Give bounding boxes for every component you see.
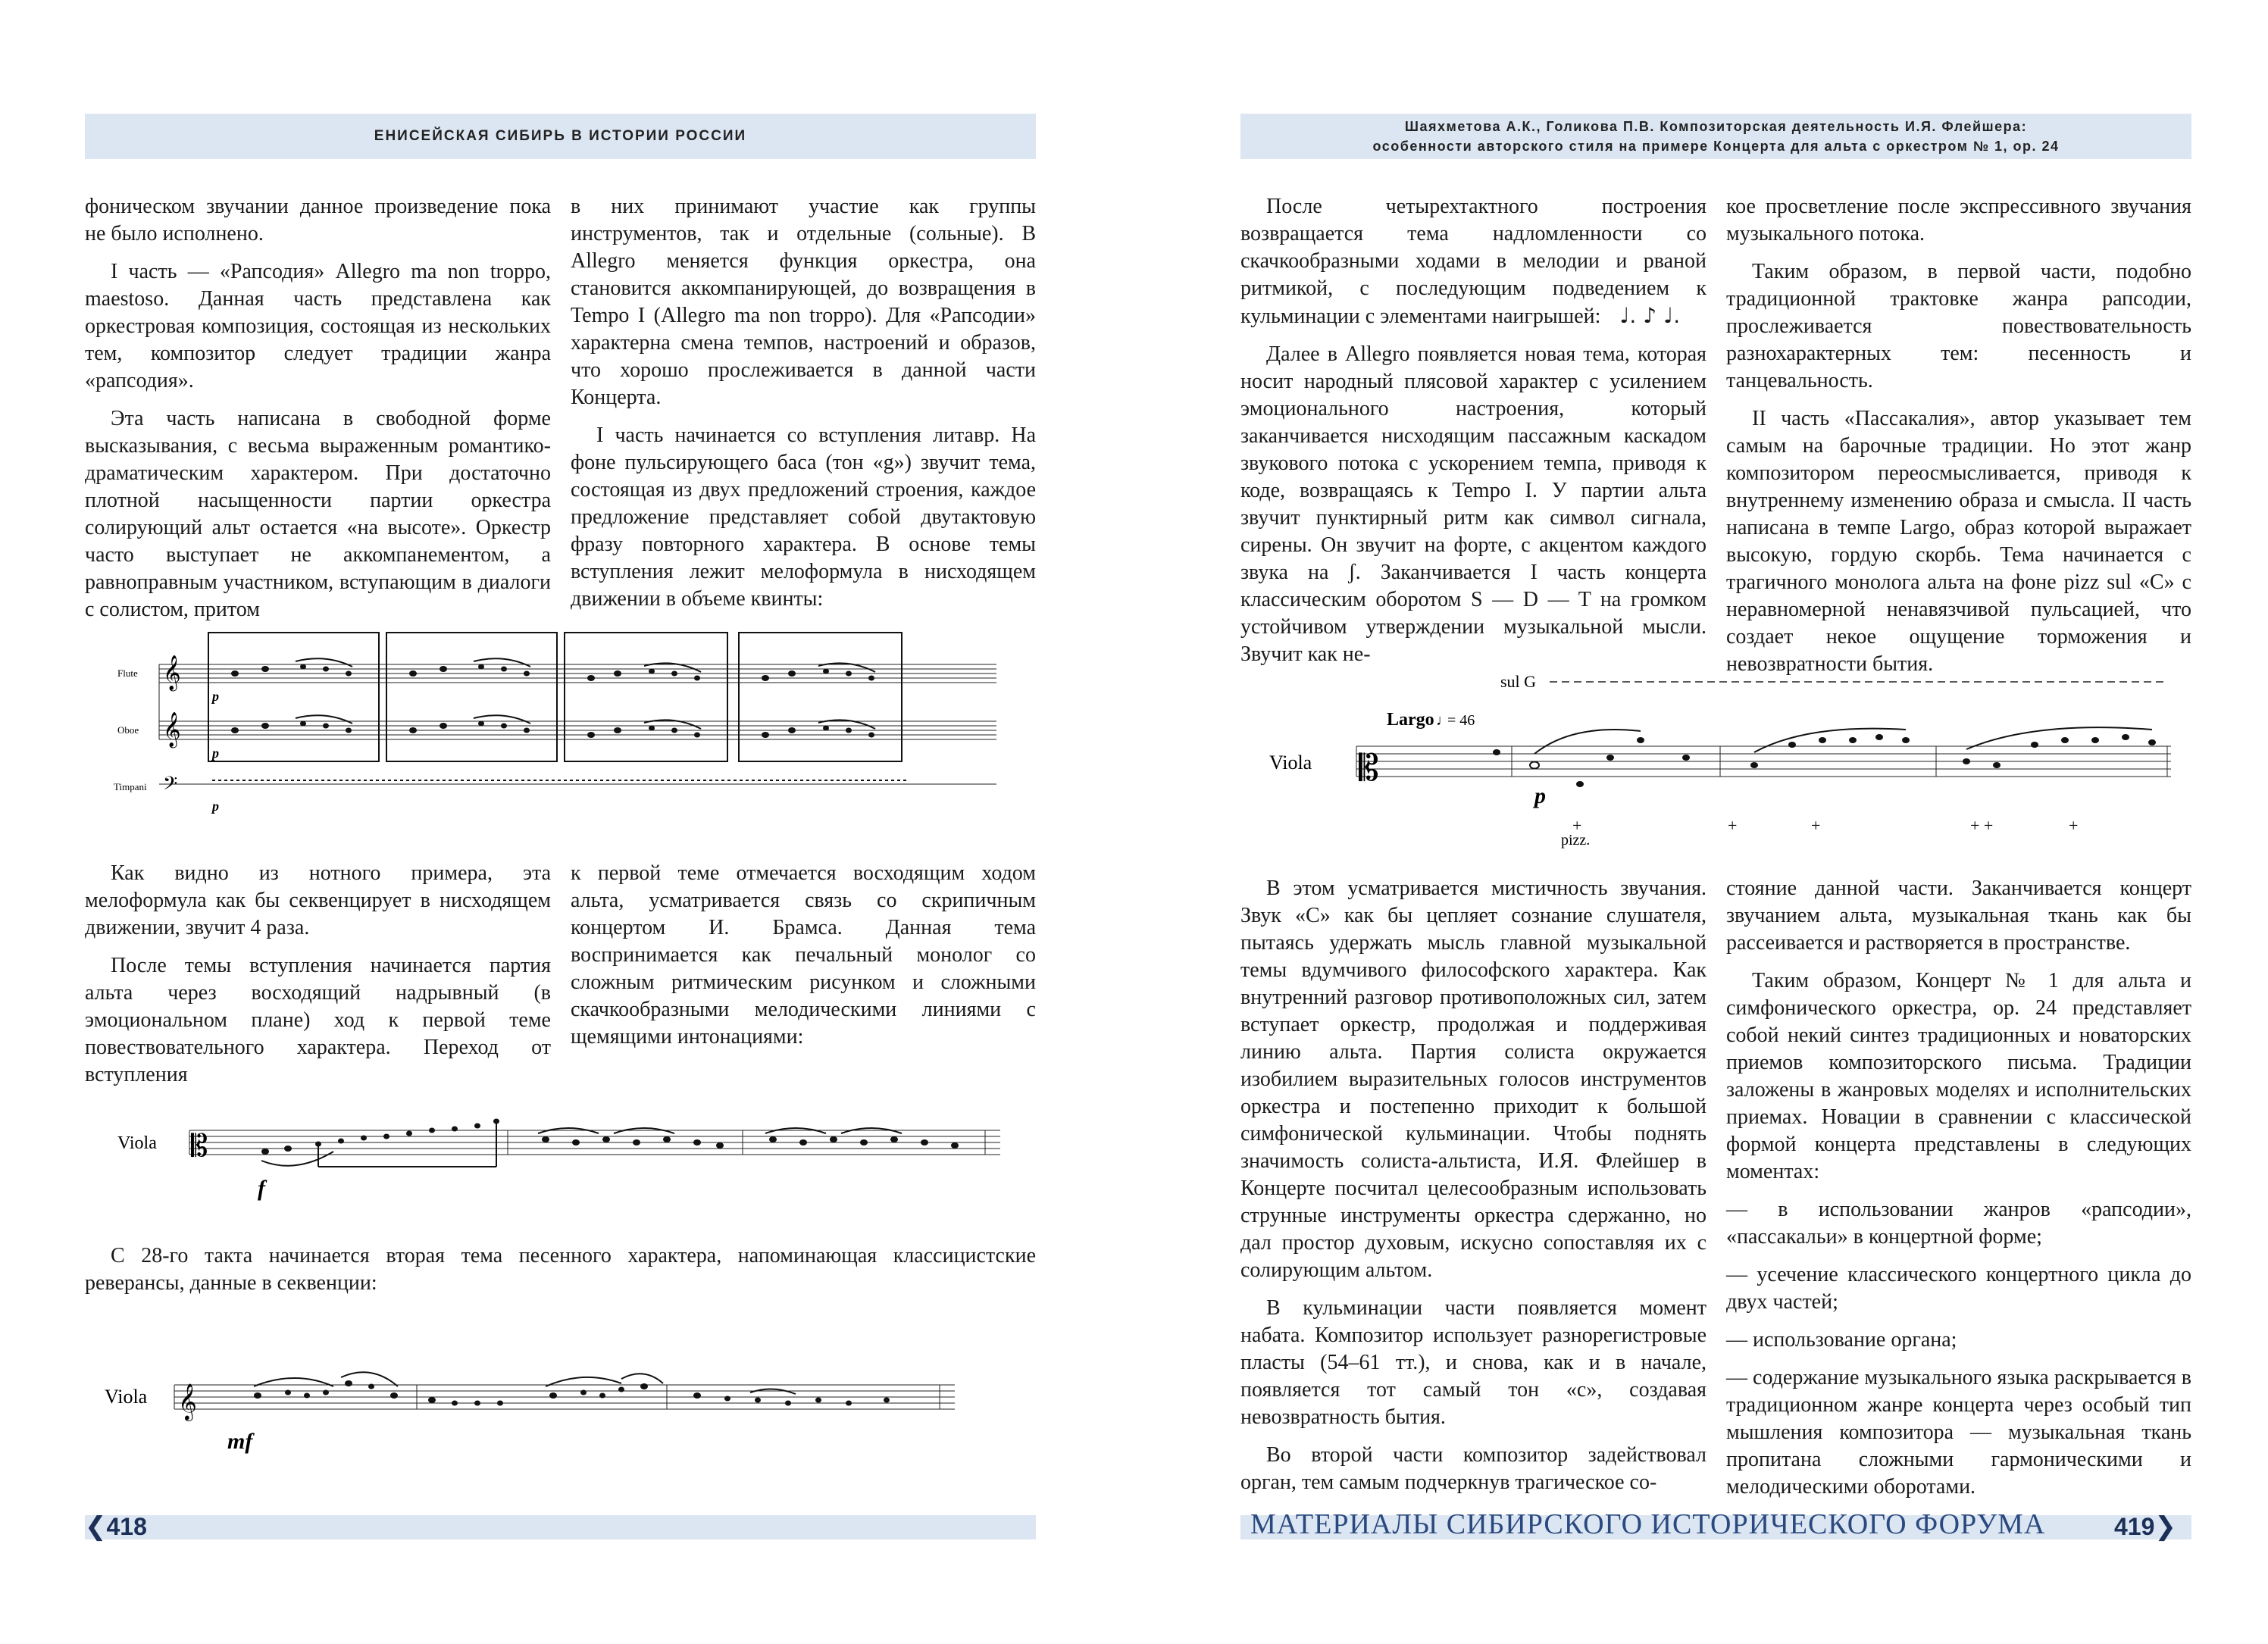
right-col1-bottom [1240, 875, 1706, 1507]
left-header-text: ЕНИСЕЙСКАЯ СИБИРЬ В ИСТОРИИ РОССИИ [374, 128, 747, 144]
paragraph-text: После четырехтактного построения возвращается тема надломленности со скачкообразными ходами в мелодии и рваной ритмикой, с последующим подведением к кульминации с элементами наигрышей: [1240, 195, 1706, 328]
paragraph: Таким образом, Концерт № 1 для альта и симфонического оркестра, ор. 24 представляет собой некий синтез традиционных и новаторских приемов композиторского письма. Традиции заложены в жанровых моделях и исполнительских приемах. Новации в сравнении с классической формой концерта представлены в следующих моментах: [1726, 969, 2191, 1183]
chevron-left-icon: ❮ [85, 1512, 107, 1541]
viola-label: Viola [1269, 752, 1312, 774]
paragraph: Эта часть написана в свободной форме высказывания, с весьма выраженным романтико-драматическим характером. При достаточно плотной насыщенности партии оркестра солирующий альт остается «на высоте». Оркестр часто выступает не аккомпанементом, а равноправным участником, вступающим в диалоги с солистом, притом [85, 407, 551, 621]
left-col1-mid [85, 860, 551, 1099]
paragraph: в них принимают участие как группы инструментов, так и отдельные (сольные). В Allegro меняется функция оркестра, она становится аккомпанирующей, до возвращения в Tempo I (Allegro ma non troppo). Для «Рапсодии» характерна смена темпов, настроений и образов, что хорошо прослеживается в данной части Концерта. [571, 195, 1036, 409]
score-1-svg [114, 625, 1008, 822]
paragraph: I часть начинается со вступления литавр. На фоне пульсирующего баса (тон «g») звучит тема, состоящая из двух предложений строения, каждое предложение представляет собой двутактовую фразу повторного характера. В основе темы вступления лежит мелоформула в нисходящем движении в объеме квинты: [571, 424, 1036, 611]
right-col1-top [1240, 193, 1706, 679]
list-item: — в использовании жанров «рапсодии», «пассакальи» в концертной форме; [1726, 1198, 2191, 1249]
treble-clef-icon: 𝄞 [178, 1385, 197, 1420]
paragraph: к первой теме отмечается восходящим ходом альта, усматривается связь со скрипичным концертом И. Брамса. Данная тема воспринимается как печальный монолог со сложным ритмическим рисунком и сложными скачкообразными мелодическими линиями с щемящими интонациями: [571, 861, 1036, 1049]
paragraph [1240, 193, 1706, 330]
score-example-4 [1262, 670, 2186, 852]
score-example-2 [114, 1106, 1008, 1220]
dynamic-marking: mf [227, 1429, 253, 1454]
left-col2-top [571, 193, 1036, 624]
left-col1-top [85, 193, 551, 634]
paragraph: Далее в Allegro появляется новая тема, которая носит народный плясовой характер с усилением эмоционального настроения, который заканчивается нисходящим пассажным каскадом звукового потока с ускорением темпа, приводя к коде, возвращаясь к Tempo I. У партии альта звучит пунктирный ритм как символ сигнала, сирены. Он звучит на форте, с акцентом каждого звука на ʃ. Заканчивается I часть концерта классическим оборотом S — D — T на громком устойчивом утверждении музыкальной мысли. Звучит как не- [1240, 342, 1706, 666]
alto-clef-icon: 𝄡 [191, 1129, 208, 1163]
right-col2-bottom [1726, 875, 2191, 1511]
paragraph: Таким образом, в первой части, подобно традиционной трактовке жанра рапсодии, прослеживается повествовательность разнохарактерных тем: песенность и танцевальность. [1726, 260, 2191, 392]
left-footer-bar [85, 1515, 1036, 1539]
right-col2-top [1726, 193, 2191, 689]
timpani-label: Timpani [114, 781, 147, 792]
plus-icon: + + [1970, 816, 1994, 835]
paragraph: кое просветление после экспрессивного звучания музыкального потока. [1726, 195, 2191, 245]
score-example-1 [114, 625, 1008, 822]
tempo-value: = 46 [1447, 712, 1475, 729]
page-number-text: 418 [106, 1513, 147, 1540]
right-header-line2: особенности авторского стиля на примере Концерта для альта с оркестром № 1, ор. 24 [1372, 139, 2060, 154]
metronome-note-icon: ♩ [1436, 712, 1451, 729]
list-item: — использование органа; [1726, 1328, 1957, 1352]
paragraph: После темы вступления начинается партия альта через восходящий надрывный (в эмоциональном плане) ход к первой теме повествовательного характера. Переход от вступления [85, 954, 551, 1086]
score-3-svg [99, 1356, 1008, 1470]
viola-label: Viola [117, 1133, 157, 1153]
sul-marking: sul G [1500, 672, 1537, 691]
left-col2-mid [571, 860, 1036, 1061]
plus-icon: + [1728, 816, 1738, 835]
dynamic-marking: f [258, 1176, 265, 1201]
flute-label: Flute [117, 667, 138, 679]
treble-clef-icon: 𝄞 [163, 655, 181, 689]
plus-icon: + [2069, 816, 2079, 835]
score-example-3 [99, 1356, 1008, 1470]
oboe-label: Oboe [117, 724, 139, 736]
right-page-number [2114, 1511, 2176, 1542]
paragraph: В кульминации части появляется момент набата. Композитор использует разнорегистровые пласты (54–61 тт.), и снова, как и в начале, появляется тот самый тон «с», создавая невозвратность бытия. [1240, 1296, 1706, 1429]
left-running-header [85, 114, 1036, 159]
pizz-marking: pizz. [1561, 832, 1591, 849]
dynamic-marking: p [1534, 783, 1546, 808]
left-full-paragraph [85, 1242, 1036, 1308]
paragraph: I часть — «Рапсодия» Allegro ma non troppo, maestoso. Данная часть представлена как оркестровая композиция, состоящая из нескольких тем, композитор следует традиции жанра «рапсодия». [85, 260, 551, 392]
dynamic-marking: p [212, 799, 219, 814]
viola-label: Viola [105, 1386, 148, 1408]
rhythm-notation-icon: ♩. ♪ ♩. [1606, 303, 1681, 328]
right-header-line1: Шаяхметова А.К., Голикова П.В. Композиторская деятельность И.Я. Флейшера: [1404, 119, 2028, 134]
list-item: — усечение классического концертного цикла до двух частей; [1726, 1263, 2191, 1314]
paragraph: Во второй части композитор задействовал орган, тем самым подчеркнув трагическое со- [1240, 1443, 1706, 1494]
score-4-svg [1262, 670, 2186, 852]
left-page-number [85, 1511, 147, 1542]
page-number-text: 419 [2114, 1513, 2155, 1540]
footer-brand: МАТЕРИАЛЫ СИБИРСКОГО ИСТОРИЧЕСКОГО ФОРУМА [1250, 1508, 2046, 1540]
right-running-header [1240, 114, 2191, 159]
paragraph: В этом усматривается мистичность звучания. Звук «С» как бы цепляет сознание слушателя, пытаясь удержать мысль главной музыкальной темы вдумчивого философского характера. Как внутренний разговор противоположных сил, затем вступает оркестр, продолжая и поддерживая линию альта. Партия солиста окружается изобилием выразительных голосов инструментов оркестра и постепенно приходит к большой симфонической кульминации. Чтобы поднять значимость солиста-альтиста, И.Я. Флейшер в Концерте посчитал целесообразным использовать струнные инструменты оркестра сдержанно, но дал простор духовым, искусно сопоставляя их с солирующим альтом. [1240, 877, 1706, 1282]
bass-clef-icon: 𝄢 [163, 774, 178, 799]
tempo-marking: Largo [1387, 710, 1434, 730]
alto-clef-icon: 𝄡 [1359, 749, 1379, 789]
dynamic-marking: p [212, 745, 219, 761]
treble-clef-icon: 𝄞 [163, 712, 181, 746]
score-2-svg [114, 1106, 1008, 1220]
paragraph: II часть «Пассакалия», автор указывает тем самым на барочные традиции. Но этот жанр композитором переосмысливается, приводя к внутреннему изменению образа и смысла. II часть написана в темпе Largo, образ которой выражает высокую, гордую скорбь. Тема начинается с трагичного монолога альта на фоне pizz sul «C» с неравномерной ненавязчивой пульсацией, что создает некое ощущение торможения и невозвратности бытия. [1726, 407, 2191, 676]
chevron-right-icon: ❯ [2154, 1512, 2176, 1541]
plus-icon: + [1572, 816, 1582, 835]
paragraph: С 28-го такта начинается вторая тема песенного характера, напоминающая классицистские реверансы, данные в секвенции: [85, 1244, 1036, 1295]
plus-icon: + [1811, 816, 1821, 835]
list-item: — содержание музыкального языка раскрывается в традиционном жанре концерта через особый тип мышления композитора — музыкальная ткань пропитана сложными гармоническими и мелодическими оборотами. [1726, 1366, 2191, 1499]
paragraph: фоническом звучании данное произведение пока не было исполнено. [85, 195, 551, 245]
dynamic-marking: p [212, 689, 219, 704]
paragraph: стояние данной части. Заканчивается концерт звучанием альта, музыкальная ткань как бы рассеивается и растворяется в пространстве. [1726, 877, 2191, 955]
paragraph: Как видно из нотного примера, эта мелоформула как бы секвенцирует в нисходящем движении, звучит 4 раза. [85, 861, 551, 939]
